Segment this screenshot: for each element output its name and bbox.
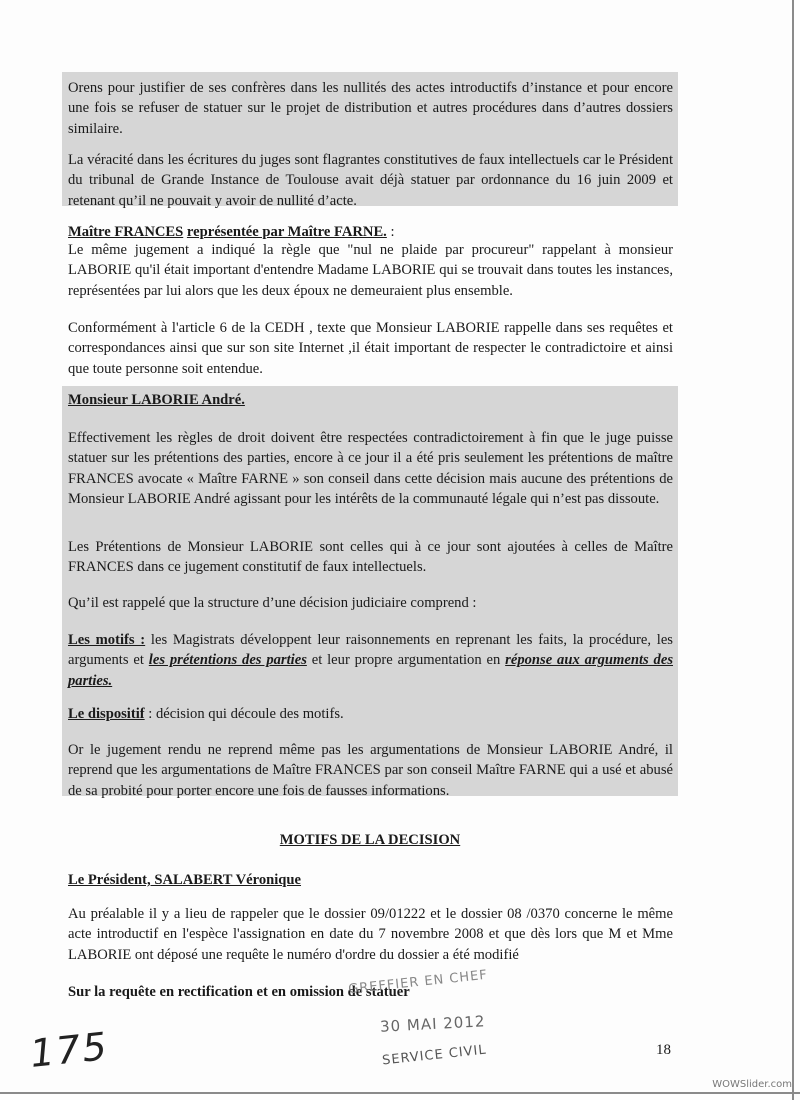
motifs-emphasis-1: les prétentions des parties xyxy=(148,652,307,669)
paragraph-motifs xyxy=(68,630,673,691)
president-heading xyxy=(68,870,673,890)
heading-laborie-text: Monsieur LABORIE André. xyxy=(68,392,245,408)
paragraph-9 xyxy=(68,904,673,965)
paragraph-1 xyxy=(68,78,673,139)
heading-frances-name: Maître FRANCES xyxy=(68,224,184,240)
stamp-date: 30 MAI 2012 xyxy=(379,1012,486,1036)
paragraph-7 xyxy=(68,593,673,613)
paragraph-3-text: Le même jugement a indiqué la règle que "nul ne plaide par procureur" rappelant à monsieur LABORIE qu'il était important d'entendre Madame LABORIE qui se trouvait dans toutes les instances, représentées par lui alors que les deux époux ne demeuraient plus ensemble. xyxy=(68,242,673,299)
stamp-service: SERVICE CIVIL xyxy=(381,1042,488,1069)
dispositif-label: Le dispositif xyxy=(68,706,145,722)
president-name: Le Président, SALABERT Véronique xyxy=(68,872,302,888)
page-border-bottom xyxy=(0,1092,800,1094)
motifs-text-2: et leur propre argumentation en xyxy=(306,652,506,669)
paragraph-8-text: Or le jugement rendu ne reprend même pas les argumentations de Monsieur LABORIE André, il reprend que les argumentations de Maître FRANCES par son conseil Maître FARNE qui a usé et abusé de sa probité pour porter encore une fois de fausses informations. xyxy=(68,742,673,799)
dispositif-text: : décision qui découle des motifs. xyxy=(144,706,344,722)
paragraph-9-text: Au préalable il y a lieu de rappeler que le dossier 09/01222 et le dossier 08 /0370 concerne le même acte introductif en l'espèce l'assignation en date du 7 novembre 2008 et que dès lors que M et Mme LABORIE ont déposé une requête le numéro d'ordre du dossier a été modifié xyxy=(68,906,673,963)
heading-frances-rep: représentée par Maître FARNE. xyxy=(186,224,387,240)
paragraph-10-text: Sur la requête en rectification et en omission de statuer xyxy=(68,984,410,1000)
paragraph-1-text: Orens pour justifier de ses confrères dans les nullités des actes introductifs d’instance et pour encore une fois se refuser de statuer sur le projet de distribution et autres procédures dans d’autres dossiers similaire. xyxy=(68,80,673,137)
paragraph-7-text: Qu’il est rappelé que la structure d’une décision judiciaire comprend : xyxy=(68,595,477,611)
page-border-right xyxy=(792,0,794,1100)
motifs-label: Les motifs : xyxy=(68,632,146,648)
paragraph-2 xyxy=(68,150,673,211)
heading-laborie xyxy=(68,390,673,410)
paragraph-5 xyxy=(68,428,673,510)
stamp-greffier: GREFFIER EN CHEF xyxy=(347,967,489,998)
paragraph-5-text: Effectivement les règles de droit doivent être respectées contradictoirement à fin que le juge puisse statuer sur les prétentions des parties, encore à ce jour il a été pris seulement les prétentions de maître FRANCES avocate « Maître FARNE » son conseil dans cette décision mais aucune des prétentions de Monsieur LABORIE André agissant pour les intérêts de la communauté légale qui n’est pas dissoute. xyxy=(68,430,673,508)
watermark: WOWSlider.com xyxy=(712,1079,792,1090)
paragraph-6 xyxy=(68,537,673,578)
motifs-text-1: les Magistrats développent leur raisonnements en reprenant les faits, la procédure, les arguments et xyxy=(68,632,673,669)
paragraph-6-text: Les Prétentions de Monsieur LABORIE sont celles qui à ce jour sont ajoutées à celles de Maître FRANCES dans ce jugement constitutif de faux intellectuels. xyxy=(68,539,673,576)
paragraph-3 xyxy=(68,240,673,301)
paragraph-10 xyxy=(68,982,588,1002)
section-title: MOTIFS DE LA DECISION xyxy=(279,832,461,848)
paragraph-8 xyxy=(68,740,673,801)
paragraph-4 xyxy=(68,318,673,379)
heading-frances-colon: : xyxy=(386,224,395,240)
handwritten-page-number: 175 xyxy=(27,1024,111,1076)
motifs-emphasis-2: réponse aux arguments des parties. xyxy=(68,652,673,689)
page-number: 18 xyxy=(656,1042,671,1058)
paragraph-4-text: Conformément à l'article 6 de la CEDH , texte que Monsieur LABORIE rappelle dans ses requêtes et correspondances ainsi que sur son site Internet ,il était important de respecter le contradictoire et ainsi que toute personne soit entendue. xyxy=(68,320,673,377)
paragraph-2-text: La véracité dans les écritures du juges sont flagrantes constitutives de faux intellectuels car le Président du tribunal de Grande Instance de Toulouse avait déjà statuer par ordonnance du 16 juin 2009 et retenant qu’il ne pouvait y avoir de nullité d’acte. xyxy=(68,152,673,209)
paragraph-dispositif xyxy=(68,704,673,724)
